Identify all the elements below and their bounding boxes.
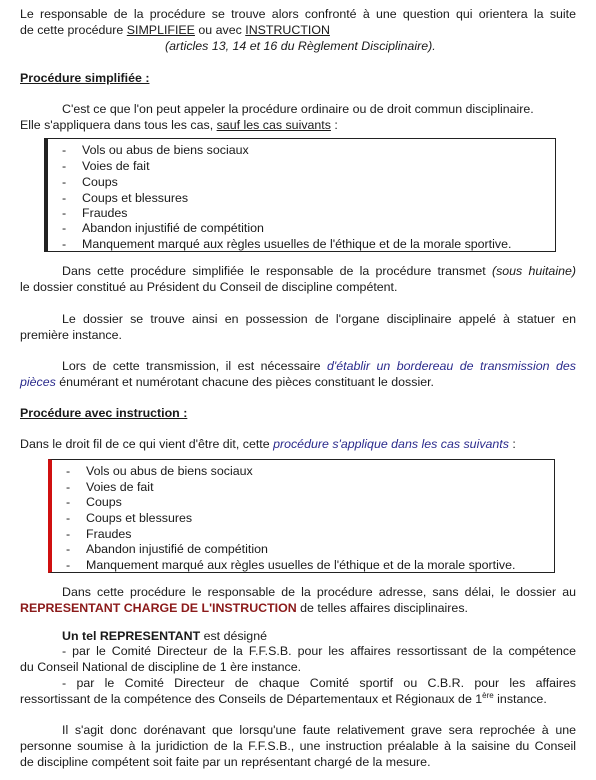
list-item: - Vols ou abus de biens sociaux: [66, 464, 253, 478]
list-item: - Fraudes: [62, 206, 128, 220]
simplified-p3-line-1: Le dossier se trouve ainsi en possession de l'organe disciplinaire appelé à statuer en: [62, 312, 576, 326]
instruction-p3-a-line-2: du Conseil National de discipline de 1 ère instance.: [20, 660, 302, 674]
instruction-p4-line-3: de discipline compétent soit faite par un représentant chargé de la mesure.: [20, 755, 431, 769]
instruction-p4-line-1: Il s'agit donc dorénavant que lorsqu'une faute relativement grave sera reprochée à une: [62, 723, 576, 737]
instruction-p3-b-line-2: ressortissant de la compétence des Conseils de Départementaux et Régionaux de 1ère instance.: [20, 690, 547, 706]
heading-instruction: Procédure avec instruction :: [20, 406, 188, 420]
list-item: - Voies de fait: [66, 480, 154, 494]
instruction-p2-line-2: REPRESENTANT CHARGE DE L'INSTRUCTION de telles affaires disciplinaires.: [20, 601, 468, 615]
simplified-p1-line-1: C'est ce que l'on peut appeler la procédure ordinaire ou de droit commun disciplinaire.: [62, 102, 534, 116]
list-item: - Vols ou abus de biens sociaux: [62, 143, 249, 157]
simplified-p1-line-2: Elle s'appliquera dans tous les cas, sauf les cas suivants :: [20, 118, 338, 132]
simplified-p4-line-2: pièces énumérant et numérotant chacune des pièces constituant le dossier.: [20, 375, 434, 389]
list-item: - Abandon injustifié de compétition: [66, 542, 268, 556]
list-item: - Voies de fait: [62, 159, 150, 173]
instruction-p3-b-line-1: - par le Comité Directeur de chaque Comité sportif ou C.B.R. pour les affaires: [62, 676, 576, 690]
instruction-p4-line-2: personne soumise à la juridiction de la F.F.S.B., une instruction préalable à la saisine du Conseil: [20, 739, 576, 753]
list-item: - Coups: [66, 495, 122, 509]
simplified-p4-line-1: Lors de cette transmission, il est nécessaire d'établir un bordereau de transmission des: [62, 359, 576, 373]
list-item: - Manquement marqué aux règles usuelles de l'éthique et de la morale sportive.: [62, 237, 512, 251]
list-item: - Fraudes: [66, 527, 132, 541]
list-item: - Coups et blessures: [66, 511, 193, 525]
intro-line-2: de cette procédure SIMPLIFIEE ou avec INSTRUCTION: [20, 23, 330, 37]
simplified-p2-line-2: le dossier constitué au Président du Conseil de discipline compétent.: [20, 280, 398, 294]
list-item: - Manquement marqué aux règles usuelles de l'éthique et de la morale sportive.: [66, 558, 516, 572]
instruction-p2-line-1: Dans cette procédure le responsable de la procédure adresse, sans délai, le dossier au: [62, 585, 576, 599]
simplified-p2-line-1: Dans cette procédure simplifiée le responsable de la procédure transmet (sous huitaine): [62, 264, 576, 278]
instruction-p1: Dans le droit fil de ce qui vient d'être dit, cette procédure s'applique dans les cas suivants :: [20, 437, 516, 451]
simplified-p3-line-2: première instance.: [20, 328, 122, 342]
instruction-p3-a-line-1: - par le Comité Directeur de la F.F.S.B. pour les affaires ressortissant de la compétence: [62, 644, 576, 658]
list-item: - Coups: [62, 175, 118, 189]
instruction-p3-title: Un tel REPRESENTANT est désigné: [62, 629, 267, 643]
intro-line-1: Le responsable de la procédure se trouve alors confronté à une question qui orientera la suite: [20, 7, 576, 21]
list-item: - Abandon injustifié de compétition: [62, 221, 264, 235]
intro-articles: (articles 13, 14 et 16 du Règlement Disciplinaire).: [165, 39, 436, 53]
list-item: - Coups et blessures: [62, 191, 189, 205]
heading-simplified: Procédure simplifiée :: [20, 71, 150, 85]
